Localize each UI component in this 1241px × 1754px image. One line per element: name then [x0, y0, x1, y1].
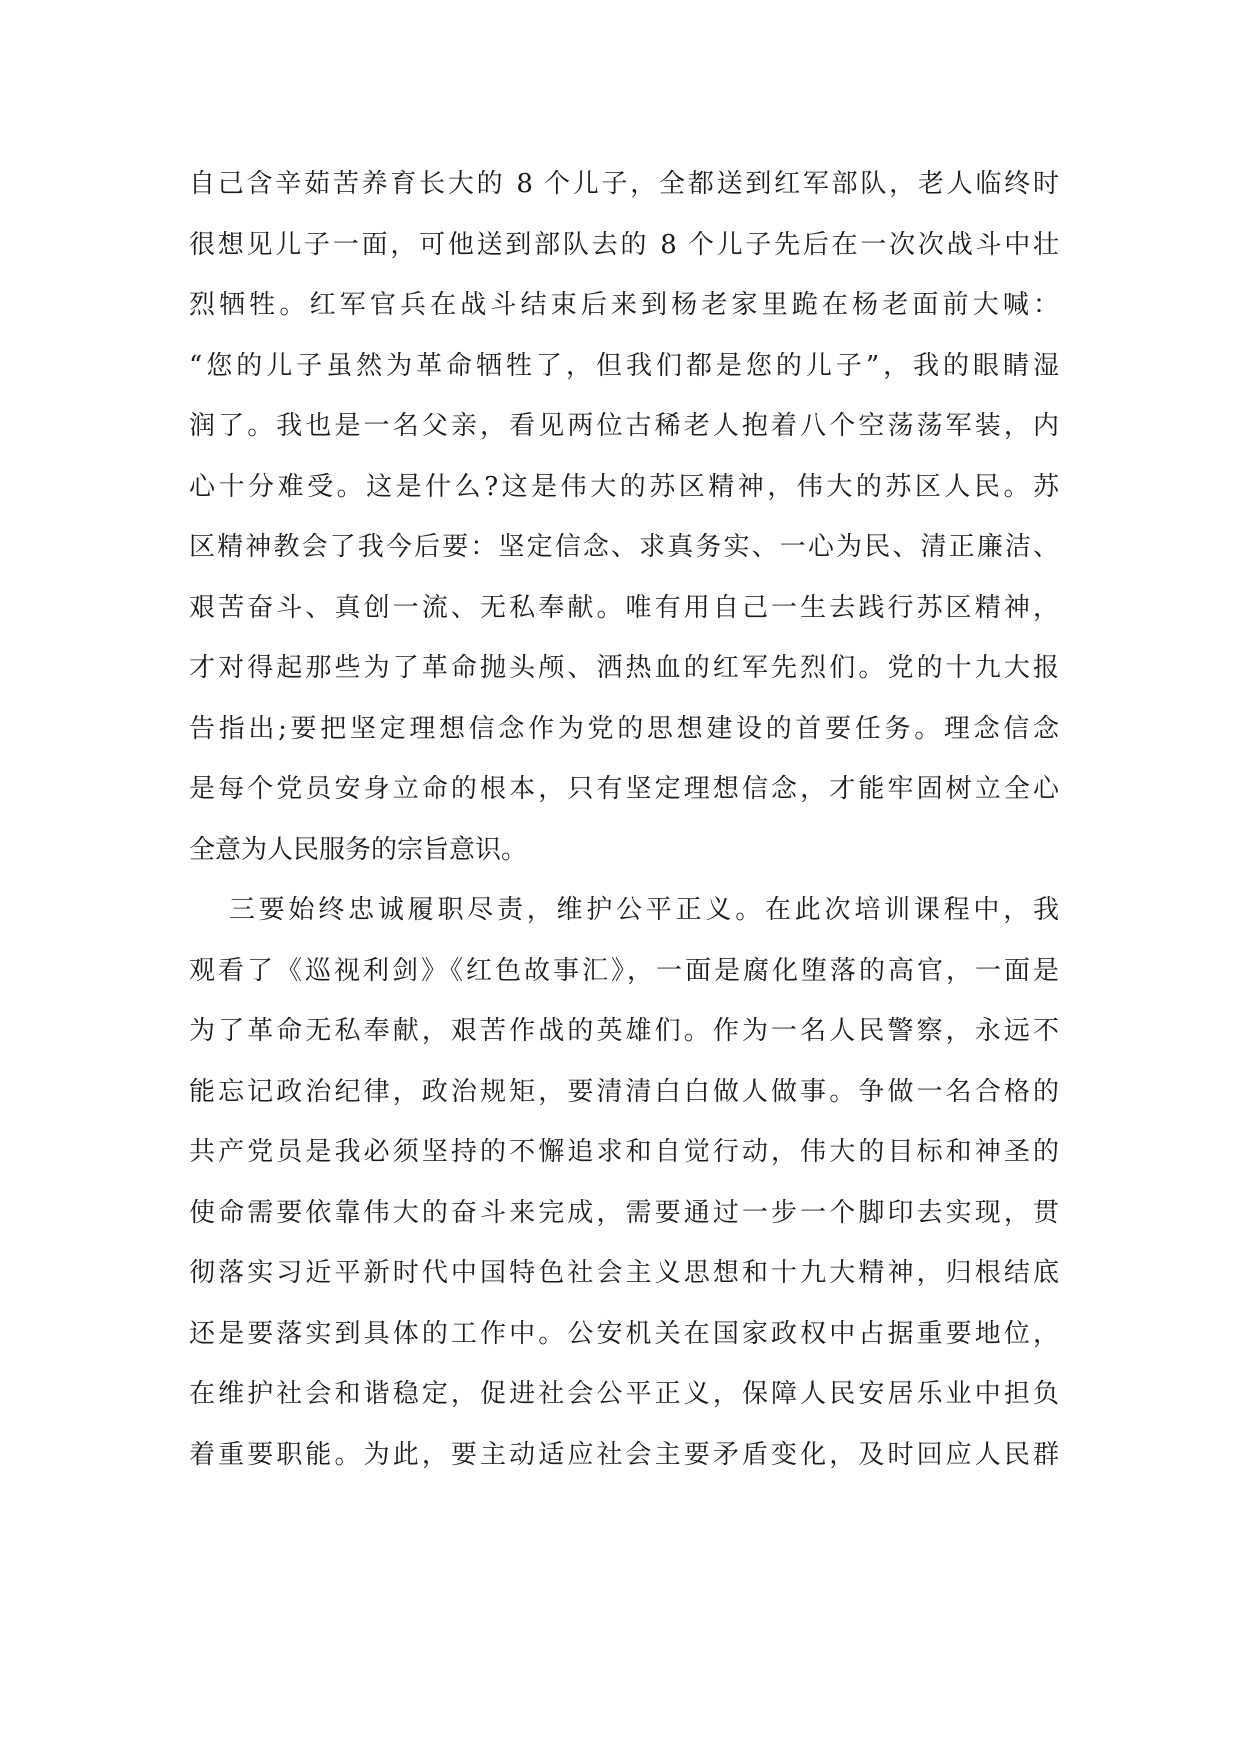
text-line: 使命需要依靠伟大的奋斗来完成，需要通过一步一个脚印去实现，贯	[189, 1197, 1059, 1228]
text-line: 着重要职能。为此，要主动适应社会主要矛盾变化，及时回应人民群	[189, 1439, 1059, 1470]
text-line: 在维护社会和谐稳定，促进社会公平正义，保障人民安居乐业中担负	[189, 1379, 1059, 1409]
text-line: 共产党员是我必须坚持的不懈追求和自觉行动，伟大的目标和神圣的	[189, 1137, 1059, 1167]
text-line: 彻落实习近平新时代中国特色社会主义思想和十九大精神，归根结底	[189, 1258, 1059, 1288]
document-body	[189, 154, 1059, 1485]
text-line: 才对得起那些为了革命抛头颅、洒热血的红军先烈们。党的十九大报	[189, 653, 1059, 683]
text-line: 告指出;要把坚定理想信念作为党的思想建设的首要任务。理念信念	[189, 713, 1059, 744]
text-line: 还是要落实到具体的工作中。公安机关在国家政权中占据重要地位，	[189, 1318, 1059, 1349]
paragraph-2	[189, 880, 1059, 1485]
text-line: 能忘记政治纪律，政治规矩，要清清白白做人做事。争做一名合格的	[189, 1076, 1059, 1107]
text-line: 三要始终忠诚履职尽责，维护公平正义。在此次培训课程中，我	[229, 895, 1059, 925]
text-line: 自己含辛茹苦养育长大的 8 个儿子，全都送到红军部队，老人临终时	[189, 169, 1059, 199]
text-line: 区精神教会了我今后要：坚定信念、求真务实、一心为民、清正廉洁、	[189, 532, 1059, 562]
text-line: 为了革命无私奉献，艰苦作战的英雄们。作为一名人民警察，永远不	[189, 1016, 1059, 1046]
text-line: 润了。我也是一名父亲，看见两位古稀老人抱着八个空荡荡军装，内	[189, 411, 1059, 441]
text-line: 很想见儿子一面，可他送到部队去的 8 个儿子先后在一次次战斗中壮	[189, 229, 1059, 260]
text-line: 心十分难受。这是什么?这是伟大的苏区精神，伟大的苏区人民。苏	[189, 471, 1059, 502]
text-line: 全意为人民服务的宗旨意识。	[189, 834, 528, 865]
text-line: 艰苦奋斗、真创一流、无私奉献。唯有用自己一生去践行苏区精神，	[189, 592, 1059, 623]
text-line: “您的儿子虽然为革命牺牲了，但我们都是您的儿子”，我的眼睛湿	[189, 350, 1059, 381]
paragraph-1	[189, 154, 1059, 880]
text-line: 烈牺牲。红军官兵在战斗结束后来到杨老家里跪在杨老面前大喊：	[189, 290, 1059, 320]
text-line: 观看了《巡视利剑》《红色故事汇》，一面是腐化堕落的高官，一面是	[189, 955, 1059, 986]
text-line: 是每个党员安身立命的根本，只有坚定理想信念，才能牢固树立全心	[189, 774, 1059, 804]
